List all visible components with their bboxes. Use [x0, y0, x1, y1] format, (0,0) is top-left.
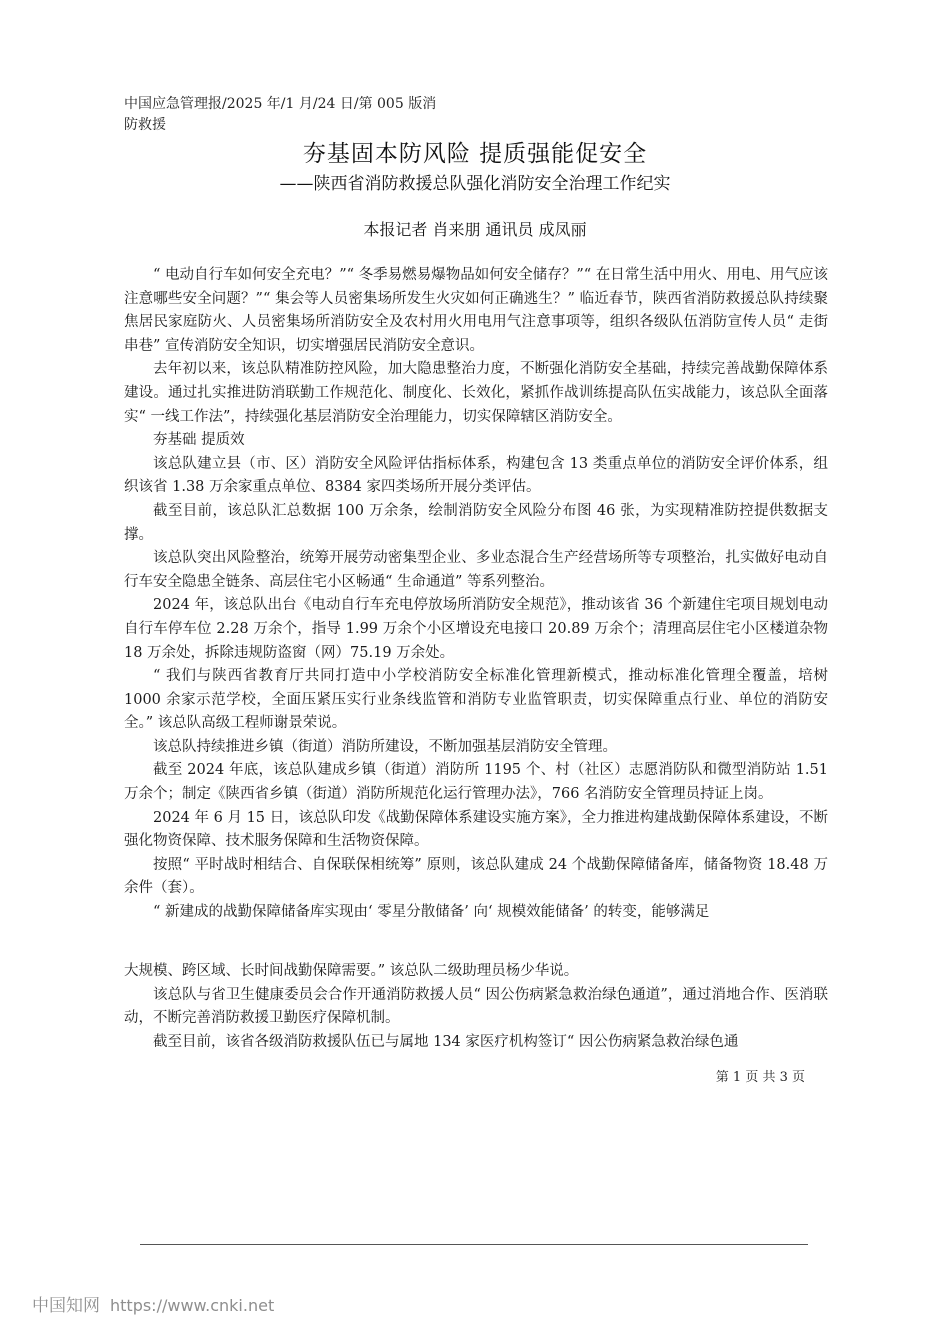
paragraph: 去年初以来，该总队精准防控风险，加大隐患整治力度，不断强化消防安全基础，持续完善战勤保障体系建设。通过扎实推进防消联勤工作规范化、制度化、长效化，紧抓作战训练提高队伍实战能力，该总队全面落实“ 一线工作法”，持续强化基层消防安全治理能力，切实保障辖区消防安全。	[124, 361, 828, 425]
paragraph: 截至 2024 年底，该总队建成乡镇（街道）消防所 1195 个、村（社区）志愿消防队和微型消防站 1.51 万余个；制定《陕西省乡镇（街道）消防所规范化运行管理办法》，766 名消防安全管理员持证上岗。	[124, 762, 828, 803]
page-number: 第 1 页 共 3 页	[715, 1070, 805, 1085]
paragraph: “ 新建成的战勤保障储备库实现由‘ 零星分散储备’ 向‘ 规模效能储备’ 的转变，能够满足	[153, 904, 710, 921]
paragraph: 2024 年 6 月 15 日，该总队印发《战勤保障体系建设实施方案》，全力推进构建战勤保障体系建设，不断强化物资保障、技术服务保障和生活物资保障。	[124, 809, 828, 850]
source-line: 中国应急管理报/2025 年/1 月/24 日/第 005 版消防救援	[124, 96, 437, 133]
article-body-part-2	[124, 960, 828, 1054]
section-heading: 夯基础 提质效	[153, 432, 245, 449]
article-subtitle: ——陕西省消防救援总队强化消防安全治理工作纪实	[279, 174, 671, 194]
paragraph: 截至目前，该省各级消防救援队伍已与属地 134 家医疗机构签订“ 因公伤病紧急救治绿色通	[153, 1033, 739, 1050]
paragraph: 该总队建立县（市、区）消防安全风险评估指标体系，构建包含 13 类重点单位的消防安全评价体系，组织该省 1.38 万余家重点单位、8384 家四类场所开展分类评估。	[124, 455, 828, 496]
paragraph: 截至目前，该总队汇总数据 100 万余条，绘制消防安全风险分布图 46 张，为实现精准防控提供数据支撑。	[124, 502, 828, 543]
watermark-name: 中国知网	[32, 1296, 100, 1316]
paragraph: 该总队突出风险整治，统筹开展劳动密集型企业、多业态混合生产经营场所等专项整治，扎实做好电动自行车安全隐患全链条、高层住宅小区畅通“ 生命通道” 等系列整治。	[124, 550, 828, 590]
paragraph: “ 电动自行车如何安全充电？”“ 冬季易燃易爆物品如何安全储存？”“ 在日常生活中用火、用电、用气应该注意哪些安全问题？”“ 集会等人员密集场所发生火灾如何正确逃生？” 临近春节，陕西省消防救援总队持续聚焦居民家庭防火、人员密集场所消防安全及农村用火用电用气注意事项等，组织各级队伍消防宣传人员“ 走街串巷” 宣传消防安全知识，切实增强居民消防安全意识。	[124, 267, 828, 354]
paragraph: 该总队持续推进乡镇（街道）消防所建设，不断加强基层消防安全管理。	[153, 738, 617, 755]
watermark-url: https://www.cnki.net	[110, 1296, 275, 1315]
paragraph: 2024 年，该总队出台《电动自行车充电停放场所消防安全规范》，推动该省 36 个新建住宅项目规划电动自行车停车位 2.28 万余个，指导 1.99 万余个小区增设充电接口 20.89 万余个；清理高层住宅小区楼道杂物 18 万余处，拆除违规防盗窗（网）75.19 万余处。	[124, 597, 828, 661]
paragraph: “ 我们与陕西省教育厅共同打造中小学校消防安全标准化管理新模式，推动标准化管理全覆盖，培树 1000 余家示范学校，全面压紧压实行业条线监管和消防专业监管职责，切实保障重点行业、单位的消防安全。” 该总队高级工程师谢景荣说。	[124, 668, 828, 732]
article-byline: 本报记者 肖来朋 通讯员 成凤丽	[363, 220, 587, 239]
paragraph: 该总队与省卫生健康委员会合作开通消防救援人员“ 因公伤病紧急救治绿色通道”，通过消地合作、医消联动，不断完善消防救援卫勤医疗保障机制。	[124, 986, 828, 1027]
cnki-watermark	[32, 1294, 274, 1318]
footer-divider	[140, 1244, 808, 1245]
paragraph: 大规模、跨区域、长时间战勤保障需要。” 该总队二级助理员杨少华说。	[124, 963, 579, 979]
paragraph: 按照“ 平时战时相结合、自保联保相统筹” 原则，该总队建成 24 个战勤保障储备库，储备物资 18.48 万余件（套）。	[124, 856, 828, 897]
article-body-part-1	[124, 264, 828, 925]
article-title: 夯基固本防风险 提质强能促安全	[302, 141, 648, 167]
